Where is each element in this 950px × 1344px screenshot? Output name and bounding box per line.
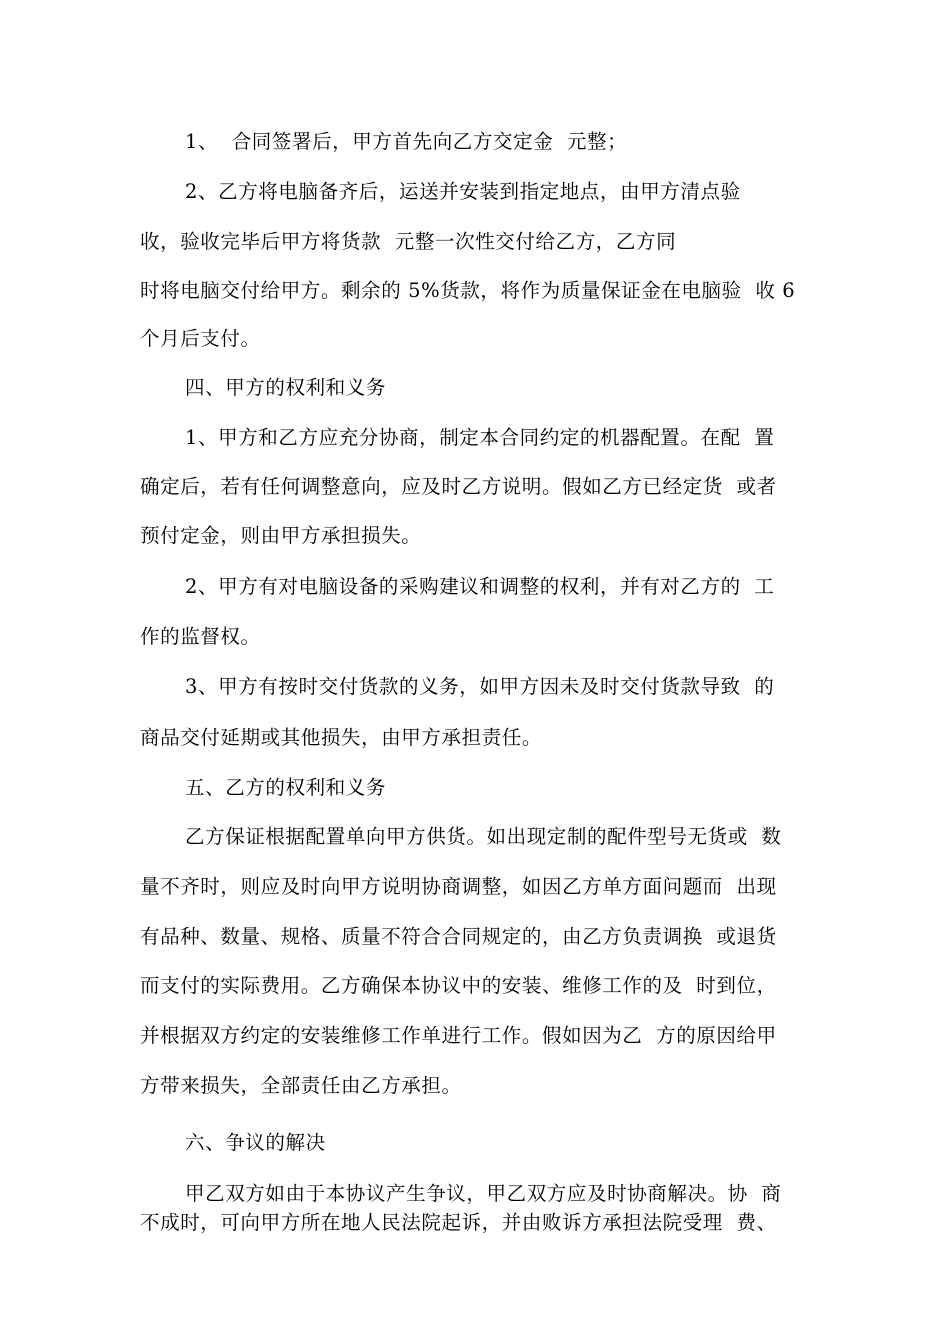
paragraph-line: 3、甲方有按时交付货款的义务，如甲方因未及时交付货款导致 的	[185, 675, 775, 698]
paragraph-line: 乙方保证根据配置单向甲方供货。如出现定制的配件型号无货或 数	[185, 825, 782, 848]
paragraph-line: 确定后，若有任何调整意向，应及时乙方说明。假如乙方已经定货 或者	[140, 475, 777, 498]
paragraph-line: 并根据双方约定的安装维修工作单进行工作。假如因为乙 方的原因给甲	[140, 1024, 777, 1047]
paragraph-line: 作的监督权。	[140, 625, 261, 648]
section-heading: 五、乙方的权利和义务	[185, 776, 387, 799]
paragraph-line: 1、 合同签署后，甲方首先向乙方交定金 元整；	[185, 130, 628, 153]
paragraph-line: 预付定金，则由甲方承担损失。	[140, 524, 422, 547]
paragraph-line: 方带来损失，全部责任由乙方承担。	[140, 1074, 462, 1097]
section-heading: 四、甲方的权利和义务	[185, 376, 387, 399]
paragraph-line: 收，验收完毕后甲方将货款 元整一次性交付给乙方，乙方同	[140, 230, 677, 253]
section-heading: 六、争议的解决	[185, 1131, 326, 1154]
paragraph-line: 1、甲方和乙方应充分协商，制定本合同约定的机器配置。在配 置	[185, 426, 775, 449]
paragraph-line: 甲乙双方如由于本协议产生争议，甲乙双方应及时协商解决。协 商	[185, 1182, 782, 1205]
paragraph-line: 时将电脑交付给甲方。剩余的 5%货款，将作为质量保证金在电脑验 收 6	[140, 279, 796, 302]
paragraph-line: 2、甲方有对电脑设备的采购建议和调整的权利，并有对乙方的 工	[185, 575, 775, 598]
paragraph-line: 2、乙方将电脑备齐后，运送并安装到指定地点，由甲方清点验	[185, 180, 741, 203]
paragraph-line: 不成时，可向甲方所在地人民法院起诉，并由败诉方承担法院受理 费、	[140, 1211, 777, 1234]
paragraph-line: 有品种、数量、规格、质量不符合合同规定的，由乙方负责调换 或退货	[140, 925, 777, 948]
paragraph-line: 量不齐时，则应及时向甲方说明协商调整，如因乙方单方面问题而 出现	[140, 875, 777, 898]
paragraph-line: 商品交付延期或其他损失，由甲方承担责任。	[140, 726, 543, 749]
paragraph-line: 而支付的实际费用。乙方确保本协议中的安装、维修工作的及 时到位，	[140, 974, 777, 997]
paragraph-line: 个月后支付。	[140, 327, 261, 350]
